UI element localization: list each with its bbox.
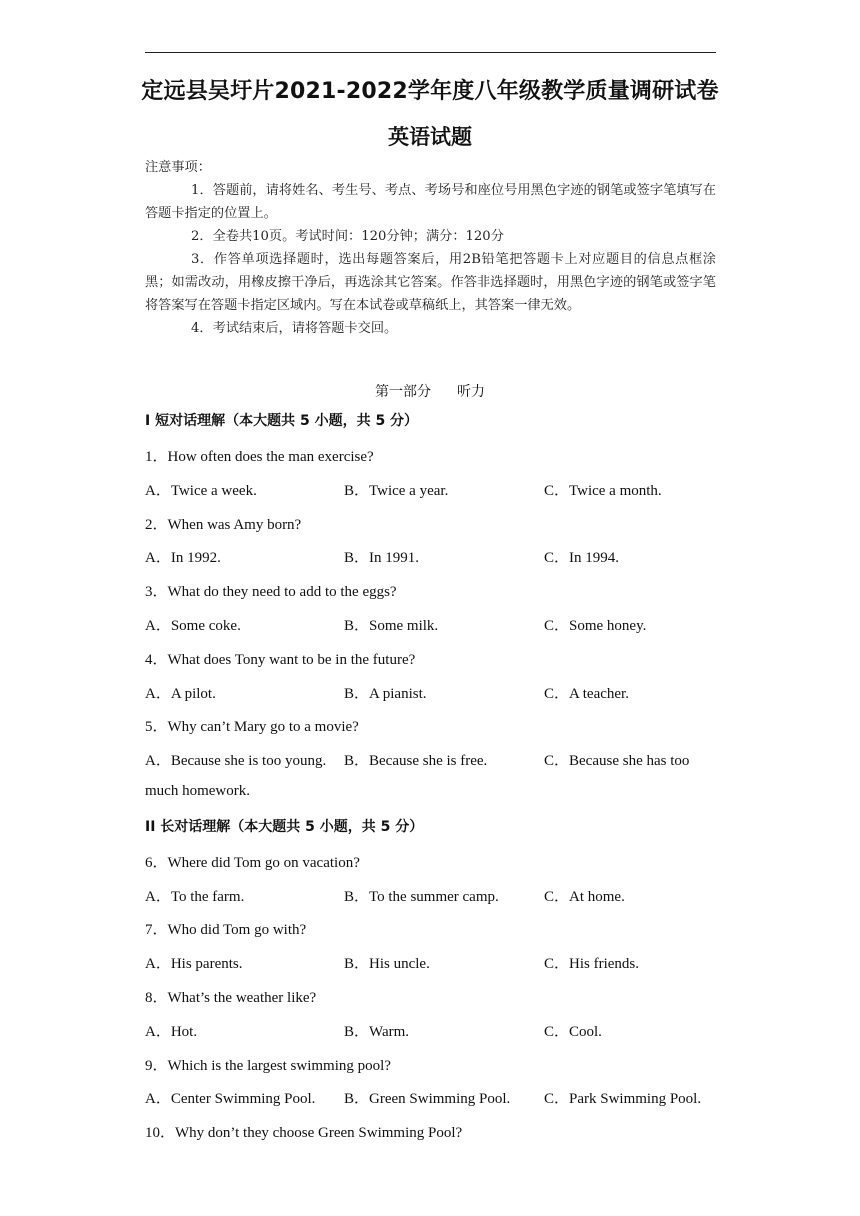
question-text: 8．What’s the weather like? bbox=[145, 990, 317, 1006]
option-c: C．In 1994. bbox=[544, 550, 620, 566]
question-text: 7．Who did Tom go with? bbox=[145, 922, 307, 938]
option-c: C．At home. bbox=[544, 889, 625, 905]
question-text: 3．What do they need to add to the eggs? bbox=[145, 584, 397, 600]
option-b: B．A pianist. bbox=[344, 686, 427, 702]
option-b: B．His uncle. bbox=[344, 956, 430, 972]
section-title: I 短对话理解（本大题共 5 小题，共 5 分） bbox=[145, 413, 419, 429]
exam-title: 定远县吴圩片2021-2022学年度八年级教学质量调研试卷 bbox=[141, 79, 719, 104]
option-a: A．A pilot. bbox=[145, 686, 216, 702]
option-c: C．Because she has too bbox=[544, 753, 690, 769]
option-b: B．Warm. bbox=[344, 1024, 410, 1040]
notes-heading: 注意事项： bbox=[145, 160, 211, 175]
option-c: C．Cool. bbox=[544, 1024, 602, 1040]
question-text: 1．How often does the man exercise? bbox=[145, 449, 374, 465]
question-text: 10．Why don’t they choose Green Swimming Pool? bbox=[145, 1125, 463, 1141]
note-item: 2．全卷共10页。考试时间：120分钟；满分：120分 bbox=[191, 229, 504, 244]
part-number: 第一部分 bbox=[375, 384, 431, 400]
option-c: C．Twice a month. bbox=[544, 483, 662, 499]
option-c: C．His friends. bbox=[544, 956, 639, 972]
note-item: 3．作答单项选择题时，选出每题答案后，用2B铅笔把答题卡上对应题目的信息点框涂黑；如需改动，用橡皮擦干净后，再选涂其它答案。作答非选择题时，用黑色字迹的钢笔或签字笔将答案写在答题卡指定区域内。写在本试卷或草稿纸上，其答案一律无效。 bbox=[145, 252, 716, 313]
option-b: B．In 1991. bbox=[344, 550, 420, 566]
option-b: B．Because she is free. bbox=[344, 753, 488, 769]
exam-subtitle: 英语试题 bbox=[388, 125, 472, 149]
option-b: B．Green Swimming Pool. bbox=[344, 1091, 511, 1107]
option-b: B．Twice a year. bbox=[344, 483, 449, 499]
note-item: 1．答题前，请将姓名、考生号、考点、考场号和座位号用黑色字迹的钢笔或签字笔填写在答题卡指定的位置上。 bbox=[145, 183, 716, 221]
option-b: B．Some milk. bbox=[344, 618, 439, 634]
option-a: A．Because she is too young. bbox=[145, 753, 327, 769]
option-a: A．Center Swimming Pool. bbox=[145, 1091, 316, 1107]
option-a: A．In 1992. bbox=[145, 550, 221, 566]
section-title: II 长对话理解（本大题共 5 小题，共 5 分） bbox=[145, 819, 424, 835]
option-b: B．To the summer camp. bbox=[344, 889, 499, 905]
question-text: 5．Why can’t Mary go to a movie? bbox=[145, 719, 359, 735]
option-a: A．His parents. bbox=[145, 956, 243, 972]
note-item: 4．考试结束后，请将答题卡交回。 bbox=[191, 321, 398, 336]
part-name: 听力 bbox=[457, 384, 485, 400]
option-a: A．Hot. bbox=[145, 1024, 198, 1040]
top-rule bbox=[145, 52, 716, 53]
option-c-continued: much homework. bbox=[145, 783, 250, 799]
option-a: A．Twice a week. bbox=[145, 483, 257, 499]
question-text: 9．Which is the largest swimming pool? bbox=[145, 1058, 391, 1074]
part-heading bbox=[0, 381, 860, 401]
option-a: A．Some coke. bbox=[145, 618, 241, 634]
option-c: C．Park Swimming Pool. bbox=[544, 1091, 702, 1107]
notes-block bbox=[145, 156, 716, 340]
option-a: A．To the farm. bbox=[145, 889, 245, 905]
option-c: C．A teacher. bbox=[544, 686, 629, 702]
question-text: 6．Where did Tom go on vacation? bbox=[145, 855, 360, 871]
option-c: C．Some honey. bbox=[544, 618, 647, 634]
question-text: 4．What does Tony want to be in the future? bbox=[145, 652, 416, 668]
question-text: 2．When was Amy born? bbox=[145, 517, 302, 533]
